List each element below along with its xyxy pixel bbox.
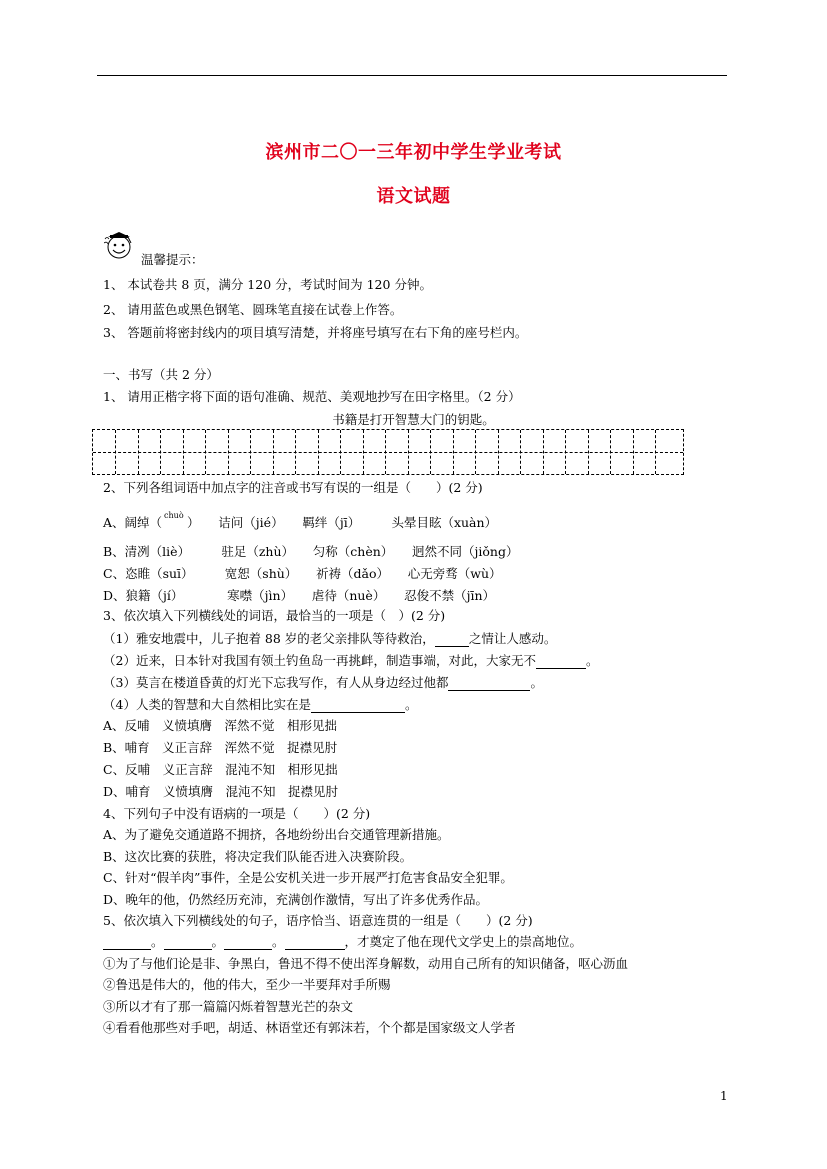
- question-3: 3、依次填入下列横线处的词语，最恰当的一项是（ ）(2 分): [103, 608, 446, 623]
- q3-item-2: （2）近来，日本针对我国有领土钓鱼岛一再挑衅，制造事端，对此，大家无不 。: [103, 653, 599, 668]
- q2-option-b: B、清冽（liè） 驻足（zhù） 匀称（chèn） 迥然不同（jiǒng）: [103, 544, 519, 559]
- tip-3: 3、 答题前将密封线内的项目填写清楚，并将座号填写在右下角的座号栏内。: [103, 325, 528, 340]
- header-rule: [97, 75, 727, 76]
- answer-blank[interactable]: [536, 655, 586, 669]
- question-1: 1、 请用正楷字将下面的语句准确、规范、美观地抄写在田字格里。（2 分）: [103, 389, 521, 404]
- q3-option-c: C、反哺 义正言辞 混沌不知 相形见拙: [103, 762, 338, 777]
- q3-item-3: （3）莫言在楼道昏黄的灯光下忘我写作，有人从身边经过他都 。: [103, 675, 543, 690]
- q4-option-b: B、这次比赛的获胜，将决定我们队能否进入决赛阶段。: [103, 849, 413, 864]
- page-number: 1: [720, 1089, 728, 1103]
- q3-option-a: A、反哺 义愤填膺 浑然不觉 相形见拙: [103, 718, 338, 733]
- q2-option-a: A、阔绰（ chuò ） 诘问（jié） 羁绊（jī） 头晕目眩（xuàn）: [103, 511, 498, 530]
- q2-option-c: C、恣睢（suī） 宽恕（shù） 祈祷（dǎo） 心无旁骛（wù）: [103, 566, 502, 581]
- q5-option-3: ③所以才有了那一篇篇闪烁着智慧光芒的杂文: [103, 999, 354, 1014]
- tip-1: 1、 本试卷共 8 页，满分 120 分，考试时间为 120 分钟。: [103, 277, 432, 292]
- q3-item-1: （1）雅安地震中，儿子抱着 88 岁的老父亲排队等待救治， 之情让人感动。: [103, 631, 557, 646]
- answer-blank[interactable]: [285, 936, 345, 950]
- tips-heading: 温馨提示：: [141, 252, 204, 267]
- question-4: 4、下列句子中没有语病的一项是（ ）(2 分): [103, 806, 371, 821]
- q2-option-d: D、狼籍（jí） 寒噤（jìn） 虐待（nuè） 忍俊不禁（jīn）: [103, 588, 495, 603]
- answer-blank[interactable]: [311, 699, 405, 713]
- tip-2: 2、 请用蓝色或黑色钢笔、圆珠笔直接在试卷上作答。: [103, 302, 403, 317]
- q3-option-b: B、哺育 义正言辞 浑然不觉 捉襟见肘: [103, 740, 338, 755]
- q5-option-2: ②鲁迅是伟大的，他的伟大，至少一半要拜对手所赐: [103, 977, 391, 992]
- smiley-icon: [104, 231, 140, 261]
- answer-blank[interactable]: [448, 677, 530, 691]
- answer-blank[interactable]: [164, 936, 212, 950]
- question-5: 5、依次填入下列横线处的句子，语序恰当、语意连贯的一组是（ ）(2 分): [103, 913, 533, 928]
- answer-blank[interactable]: [224, 936, 272, 950]
- answer-blank[interactable]: [435, 633, 469, 647]
- q5-blanks: 。 。 。 ，才奠定了他在现代文学史上的崇高地位。: [103, 934, 582, 950]
- q3-item-4: （4）人类的智慧和大自然相比实在是 。: [103, 697, 418, 712]
- answer-blank[interactable]: [103, 936, 151, 950]
- question-2: 2、下列各组词语中加点字的注音或书写有误的一组是（ ）(2 分): [103, 480, 483, 495]
- exam-subtitle: 语文试题: [376, 186, 451, 207]
- q5-option-1: ①为了与他们论是非、争黑白，鲁迅不得不使出浑身解数，动用自己所有的知识储备，呕心沥血: [103, 956, 629, 971]
- q3-option-d: D、哺育 义愤填膺 混沌不知 捉襟见肘: [103, 784, 339, 799]
- q5-option-4: ④看看他那些对手吧，胡适、林语堂还有郭沫若，个个都是国家级文人学者: [103, 1020, 516, 1035]
- q4-option-d: D、晚年的他，仍然经历充沛，充满创作激情，写出了许多优秀作品。: [103, 892, 489, 907]
- q4-option-a: A、为了避免交通道路不拥挤，各地纷纷出台交通管理新措施。: [103, 827, 450, 842]
- q4-option-c: C、针对“假羊肉”事件，全是公安机关进一步开展严打危害食品安全犯罪。: [103, 870, 513, 885]
- ruby-annotation: chuò: [164, 511, 184, 520]
- exam-title: 滨州市二〇一三年初中学生学业考试: [265, 142, 562, 163]
- section-heading: 一、书写（共 2 分）: [103, 367, 219, 382]
- copy-sentence: 书籍是打开智慧大门的钥匙。: [332, 412, 495, 427]
- writing-grid[interactable]: [92, 429, 684, 475]
